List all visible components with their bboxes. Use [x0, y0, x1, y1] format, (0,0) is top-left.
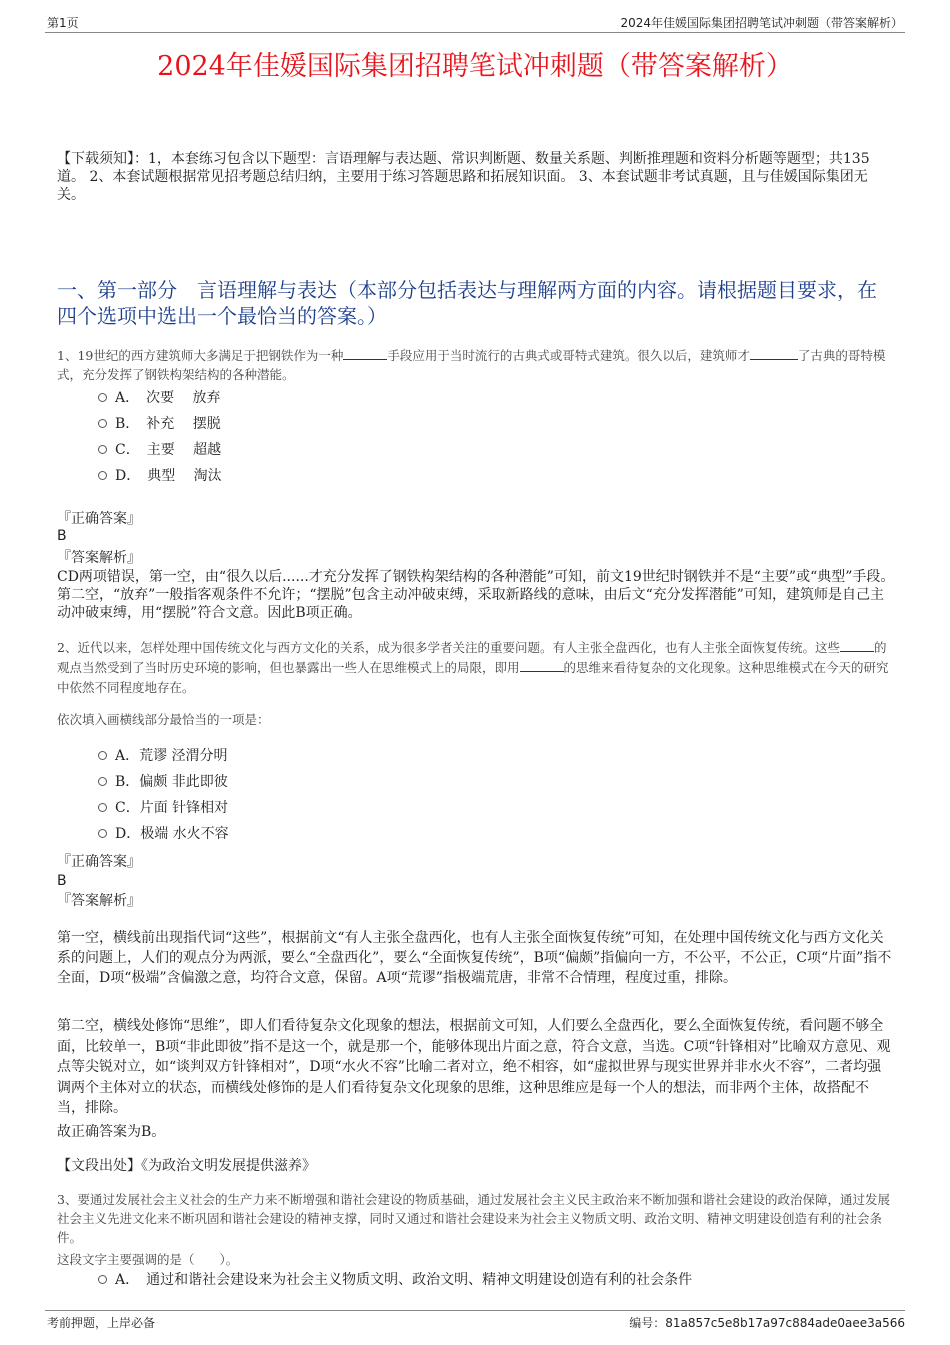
q2-option-d-label: D．极端 水火不容: [115, 826, 229, 842]
q2-answer: B: [57, 873, 67, 889]
q2-conclusion: 故正确答案为B。: [57, 1124, 166, 1140]
q2-prompt: 依次填入画横线部分最恰当的一项是：: [57, 712, 270, 727]
q2-stem-part-c: 的思维来看待复杂的文化现象。这种思维模式在今天的研究中依然不同程度地存在。: [57, 660, 889, 695]
q1-option-a[interactable]: [98, 388, 221, 408]
radio-icon[interactable]: [98, 393, 107, 402]
footer-rule: [45, 1310, 905, 1311]
q3-prompt: 这段文字主要强调的是（ ）。: [57, 1252, 239, 1267]
q2-stem-part-a: 2、近代以来，怎样处理中国传统文化与西方文化的关系，成为很多学者关注的重要问题。有人主张全盘西化，也有人主张全面恢复传统。这些: [57, 640, 840, 655]
radio-icon[interactable]: [98, 419, 107, 428]
q2-blank-1: [840, 638, 874, 652]
q2-option-a[interactable]: [98, 746, 228, 766]
radio-icon[interactable]: [98, 471, 107, 480]
document-title: 2024年佳媛国际集团招聘笔试冲刺题（带答案解析）: [157, 51, 793, 82]
q3-option-a[interactable]: [98, 1270, 692, 1290]
q1-answer-label: 『正确答案』: [57, 511, 141, 527]
download-notice: 【下载须知】：1，本套练习包含以下题型：言语理解与表达题、常识判断题、数量关系题、判断推理题和资料分析题等题型；共135道。 2、本套试题根据常见招考题总结归纳，主要用于练习答题思路和拓展知识面。 3、本套试题非考试真题，且与佳媛国际集团无关。: [57, 151, 870, 203]
q2-analysis-label: 『答案解析』: [57, 893, 141, 909]
q2-option-a-label: A．荒谬 泾渭分明: [115, 748, 228, 764]
footer-slogan: 考前押题，上岸必备: [47, 1316, 156, 1330]
q1-option-d[interactable]: [98, 466, 222, 486]
q2-option-b-label: B．偏颇 非此即彼: [115, 774, 228, 790]
q1-stem-part-b: 手段应用于当时流行的古典式或哥特式建筑。很久以后，建筑师才: [387, 348, 750, 363]
q2-source: 【文段出处】《为政治文明发展提供滋养》: [57, 1158, 316, 1174]
question-1-stem: [57, 346, 897, 384]
radio-icon[interactable]: [98, 803, 107, 812]
radio-icon[interactable]: [98, 777, 107, 786]
q1-blank-2: [750, 346, 798, 360]
q1-analysis: CD两项错误，第一空，由“很久以后......才充分发挥了钢铁构架结构的各种潜能”可知，前文19世纪时钢铁并不是“主要”或“典型”手段。第二空，“放弃”一般指客观条件不允许；“摆脱”包含主动冲破束缚，采取新路线的意味，由后文“充分发挥潜能”可知，建筑师是自己主动冲破束缚，用“摆脱”符合文意。因此B项正确。: [57, 569, 895, 621]
q1-option-c-label: C． 主要 超越: [115, 442, 222, 458]
header-rule: [45, 32, 905, 33]
radio-icon[interactable]: [98, 751, 107, 760]
q2-analysis-paragraph-2: 第二空，横线处修饰“思维”，即人们看待复杂文化现象的想法，根据前文可知，人们要么全盘西化，要么全面恢复传统，看问题不够全面，比较单一，B项“非此即彼”指不是这一个，就是那一个，能够体现出片面之意，符合文意，当选。C项“针锋相对”比喻双方意见、观点等尖锐对立，如“谈判双方针锋相对”，D项“水火不容”比喻二者对立，绝不相容，如“虚拟世界与现实世界并非水火不容”，二者均强调两个主体对立的状态，而横线处修饰的是人们看待复杂文化现象的思维，这种思维应是每一个人的想法，而非两个主体，故搭配不当，排除。: [57, 1018, 891, 1116]
q1-stem-part-a: 1、19世纪的西方建筑师大多满足于把钢铁作为一种: [57, 348, 344, 363]
q2-option-b[interactable]: [98, 772, 228, 792]
radio-icon[interactable]: [98, 829, 107, 838]
radio-icon[interactable]: [98, 1275, 107, 1284]
q2-option-c[interactable]: [98, 798, 228, 818]
q1-analysis-label: 『答案解析』: [57, 550, 141, 566]
section-heading: 一、第一部分 言语理解与表达（本部分包括表达与理解两方面的内容。请根据题目要求，在四个选项中选出一个最恰当的答案。）: [57, 278, 877, 328]
question-2-stem: [57, 638, 897, 698]
q1-blank-1: [343, 346, 387, 360]
q2-blank-2: [520, 658, 564, 672]
q1-option-c[interactable]: [98, 440, 221, 460]
q1-option-b[interactable]: [98, 414, 221, 434]
q3-option-a-label: A． 通过和谐社会建设来为社会主义物质文明、政治文明、精神文明建设创造有利的社会条件: [115, 1272, 693, 1288]
q1-option-d-label: D． 典型 淘汰: [115, 468, 222, 484]
question-3-stem: 3、要通过发展社会主义社会的生产力来不断增强和谐社会建设的物质基础，通过发展社会主义民主政治来不断加强和谐社会建设的政治保障，通过发展社会主义先进文化来不断巩固和谐社会建设的精神支撑，同时又通过和谐社会建设来为社会主义物质文明、政治文明、精神文明建设创造有利的社会条件。: [57, 1192, 890, 1245]
q2-answer-label: 『正确答案』: [57, 854, 141, 870]
q1-stem-part-c: 了古典的哥特模式，充分发挥了钢铁构架结构的各种潜能。: [57, 348, 886, 382]
page-number: 第1页: [47, 16, 79, 30]
q1-option-a-label: A． 次要 放弃: [115, 390, 221, 406]
q2-option-c-label: C．片面 针锋相对: [115, 800, 229, 816]
q2-stem-part-b: 的观点当然受到了当时历史环境的影响，但也暴露出一些人在思维模式上的局限，即用: [57, 640, 887, 675]
q2-option-d[interactable]: [98, 824, 229, 844]
footer-code-label: 编号：: [629, 1316, 666, 1330]
footer-code: [629, 1314, 905, 1331]
q1-option-b-label: B． 补充 摆脱: [115, 416, 221, 432]
q2-analysis-paragraph-1: 第一空，横线前出现指代词“这些”，根据前文“有人主张全盘西化，也有人主张全面恢复传统”可知，在处理中国传统文化与西方文化关系的问题上，人们的观点分为两派，要么“全盘西化”，要么“全面恢复传统”，B项“偏颇”指偏向一方，不公平，不公正，C项“片面”指不全面，D项“极端”含偏激之意，均符合文意，保留。A项“荒谬”指极端荒唐，非常不合情理，程度过重，排除。: [57, 930, 892, 986]
q1-answer: B: [57, 528, 67, 544]
radio-icon[interactable]: [98, 445, 107, 454]
footer-code-value: 81a857c5e8b17a97c884ade0aee3a566: [665, 1316, 905, 1330]
running-header-title: 2024年佳媛国际集团招聘笔试冲刺题（带答案解析）: [620, 16, 903, 30]
